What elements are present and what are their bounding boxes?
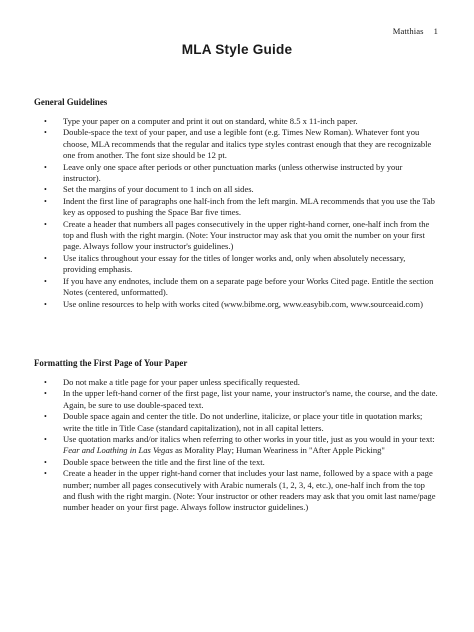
bullet-icon: •	[44, 128, 47, 138]
bullet-icon: •	[44, 299, 47, 309]
general-guidelines-list	[34, 116, 439, 310]
bullet-icon: •	[44, 253, 47, 263]
list-item: • If you have any endnotes, include them on a separate page before your Works Cited page. Entitle the section Notes (centered, unformatted).	[44, 275, 434, 298]
section-heading-general-guidelines: General Guidelines	[34, 97, 108, 107]
bullet-icon: •	[44, 378, 47, 387]
list-item: • Indent the first line of paragraphs one half-inch from the left margin. MLA recommends that you use the Tab key as opposed to pushing the Space Bar five times.	[44, 195, 435, 218]
list-item: • Use online resources to help with works cited (www.bibme.org, www.easybib.com, www.sourceaid.com)	[44, 298, 423, 309]
running-header	[393, 26, 438, 36]
header-author: Matthias	[392, 26, 424, 36]
bullet-icon: •	[44, 162, 47, 172]
bullet-icon: •	[44, 469, 47, 479]
bullet-icon: •	[44, 457, 47, 467]
bullet-icon: •	[44, 276, 47, 286]
header-page-number: 1	[433, 26, 438, 36]
bullet-icon: •	[44, 412, 47, 422]
italic-work-title: Fear and Loathing in Las Vegas	[63, 445, 173, 456]
list-item: • Leave only one space after periods or other punctuation marks (unless otherwise instructed by your instructor).	[44, 161, 403, 184]
list-item: • Type your paper on a computer and print it out on standard, white 8.5 x 11-inch paper.	[44, 116, 358, 126]
formatting-first-page-list	[34, 377, 439, 514]
list-item: • Create a header that numbers all pages consecutively in the upper right-hand corner, one-half inch from the top and flush with the right margin. (Note: Your instructor may ask that you omit the number on your first page. Always follow your instructor's guidelines.)	[44, 218, 430, 252]
list-item: • Use italics throughout your essay for the titles of longer works and, only when absolutely necessary, providing emphasis.	[44, 252, 406, 275]
bullet-icon: •	[44, 389, 47, 399]
list-item: • Create a header in the upper right-hand corner that includes your last name, followed by a space with a page number; number all pages consecutively with Arabic numerals (1, 2, 3, 4, etc.), one-half inch from the top and flush with the right margin. (Note: Your instructor or other readers may ask that you omit last name/page number header on your first page. Always follow instructor guidelines.)	[44, 468, 436, 513]
bullet-icon: •	[44, 117, 47, 126]
bullet-icon: •	[44, 185, 47, 195]
document-title: MLA Style Guide	[181, 42, 293, 57]
list-item: • Set the margins of your document to 1 inch on all sides.	[44, 184, 254, 195]
bullet-icon: •	[44, 435, 47, 445]
list-item: • Use quotation marks and/or italics when referring to other works in your title, just as you would in your text: Fear and Loathing in Las Vegas as Morality Play; Human Weariness in "After Apple Picking"	[44, 434, 435, 456]
bullet-icon: •	[44, 219, 47, 229]
list-item: • In the upper left-hand corner of the first page, list your name, your instructor's name, the course, and the date. Again, be sure to use double-spaced text.	[44, 388, 438, 410]
section-heading-formatting-first-page: Formatting the First Page of Your Paper	[34, 358, 188, 368]
bullet-icon: •	[44, 196, 47, 206]
list-item: • Do not make a title page for your paper unless specifically requested.	[44, 377, 300, 387]
list-item: • Double space again and center the title. Do not underline, italicize, or place your title in quotation marks; write the title in Title Case (standard capitalization), not in all capital letters.	[44, 411, 423, 433]
list-item: • Double space between the title and the first line of the text.	[44, 456, 265, 467]
list-item: • Double-space the text of your paper, and use a legible font (e.g. Times New Roman). Whatever font you choose, MLA recommends that the regular and italics type styles contrast enough that they are recognizable one from another. The font size should be 12 pt.	[44, 127, 432, 161]
